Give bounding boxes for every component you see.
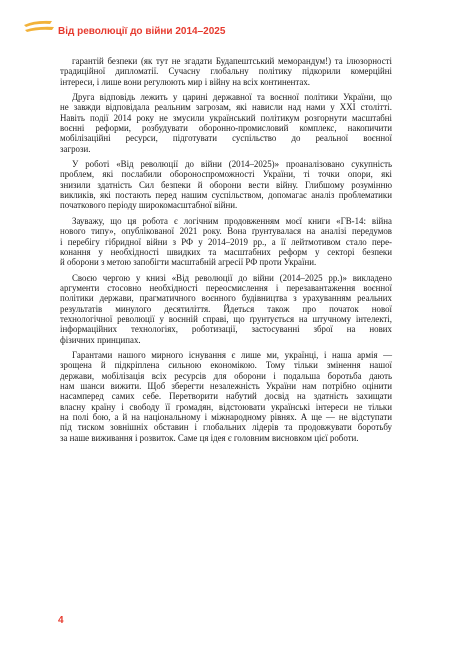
- text-line: держави, мобілізація всіх ресурсів для оборони і подальша боротьба дають: [60, 370, 392, 381]
- text-line: У роботі «Від революції до війни (2014–2025)» проаналізовано сукупність: [72, 159, 392, 170]
- text-line: політики держави, прагматичного воєнного будівництва з урахуванням реальних: [60, 293, 392, 304]
- page-number: 4: [58, 615, 64, 626]
- body-text: [60, 56, 392, 448]
- text-line: насамперед самих себе. Перетворити набутий досвід на здатність захищати: [60, 391, 392, 402]
- text-line: початкового періоду широкомасштабної війни.: [60, 200, 238, 211]
- text-line: Навіть події 2014 року не змусили український політикум розгорнути масштабні: [60, 112, 392, 123]
- text-line: інтереси, і лише вони регулюють мир і війну на всіх континентах.: [60, 76, 310, 87]
- text-line: фізичних принципах.: [60, 334, 141, 345]
- text-line: власну країну і свободу її громадян, відстоювати українські інтереси не тільки: [60, 401, 392, 412]
- brush-strokes-logo-icon: [22, 18, 56, 36]
- text-line: Зауважу, що ця робота є логічним продовженням моєї книги «ГВ-14: війна: [72, 215, 392, 226]
- text-line: конання у необхідності швидких та масштабних реформ у секторі безпеки: [60, 246, 392, 257]
- text-line: нового типу», опублікованої 2021 року. Вона ґрунтувалася на аналізі передумов: [60, 226, 392, 237]
- text-line: аргументи стосовно необхідності переосмислення і перезавантаження воєнної: [60, 282, 392, 293]
- text-line: зрощена й підкріплена сильною економікою. Тому тільки змінення нашої: [60, 360, 392, 371]
- body-paragraph: [60, 350, 392, 443]
- body-paragraph: [60, 92, 392, 154]
- body-paragraph: [60, 273, 392, 345]
- text-line: не завжди відповідала реальним загрозам, які нависли над нами у XXI столітті.: [60, 102, 392, 113]
- text-line: й оборони з метою запобігти масштабній агресії РФ проти України.: [60, 257, 317, 268]
- text-line: воєнні реформи, розбудувати оборонно-промисловий комплекс, накопичити: [60, 123, 392, 134]
- text-line: інформаційних технологіях, роботизації, застосуванні зброї на нових: [60, 324, 392, 335]
- text-line: і перебігу гібридної війни з РФ у 2014–2019 рр., а її лейтмотивом стало пере-: [60, 236, 392, 247]
- text-line: мобілізаційні ресурси, підготувати суспільство до реальної воєнної: [60, 133, 392, 144]
- running-header-title: Від революції до війни 2014–2025: [58, 26, 226, 37]
- text-line: нам шанси вижити. Щоб зберегти незалежність України нам потрібно оцінити: [60, 380, 392, 391]
- text-line: гарантій безпеки (як тут не згадати Будапештський меморандум!) та ілюзорності: [72, 56, 392, 66]
- text-line: на полі бою, а й на національному і міжнародному рівнях. А ще — не відступати: [60, 412, 392, 422]
- text-line: Друга відповідь лежить у царині державної та воєнної політики України, що: [72, 92, 392, 103]
- body-paragraph: [60, 216, 392, 268]
- body-paragraph: [60, 159, 392, 211]
- text-line: технологічної революції у воєнній справі, що ґрунтується на штучному інтелекті,: [60, 313, 392, 324]
- text-line: традиційної дипломатії. Сучасну глобальну політику підкорили комерційні: [60, 66, 392, 77]
- text-line: викликів, які постають перед нашим суспільством, допомагає аналіз проблематики: [60, 190, 392, 201]
- text-line: за наше виживання і розвиток. Саме ця ідея є головним висновком цієї роботи.: [60, 432, 359, 443]
- text-line: Гарантами нашого мирного існування є лише ми, українці, і наша армія —: [72, 349, 392, 360]
- text-line: Своєю чергою у книзі «Від революції до війни (2014–2025 рр.)» викладено: [72, 272, 392, 283]
- text-line: результатів минулого десятиліття. Йдеться також про початок нової: [60, 303, 392, 314]
- text-line: знизили здатність Сил безпеки й оборони вести війну. Глибшому розумінню: [60, 179, 392, 190]
- body-paragraph: [60, 56, 392, 87]
- text-line: загрози.: [60, 143, 91, 154]
- text-line: під тиском зовнішніх обставин і глобальних лідерів та продовжувати боротьбу: [60, 422, 392, 433]
- text-line: проблем, які послабили обороноспроможності України, ті точки опори, які: [60, 169, 392, 180]
